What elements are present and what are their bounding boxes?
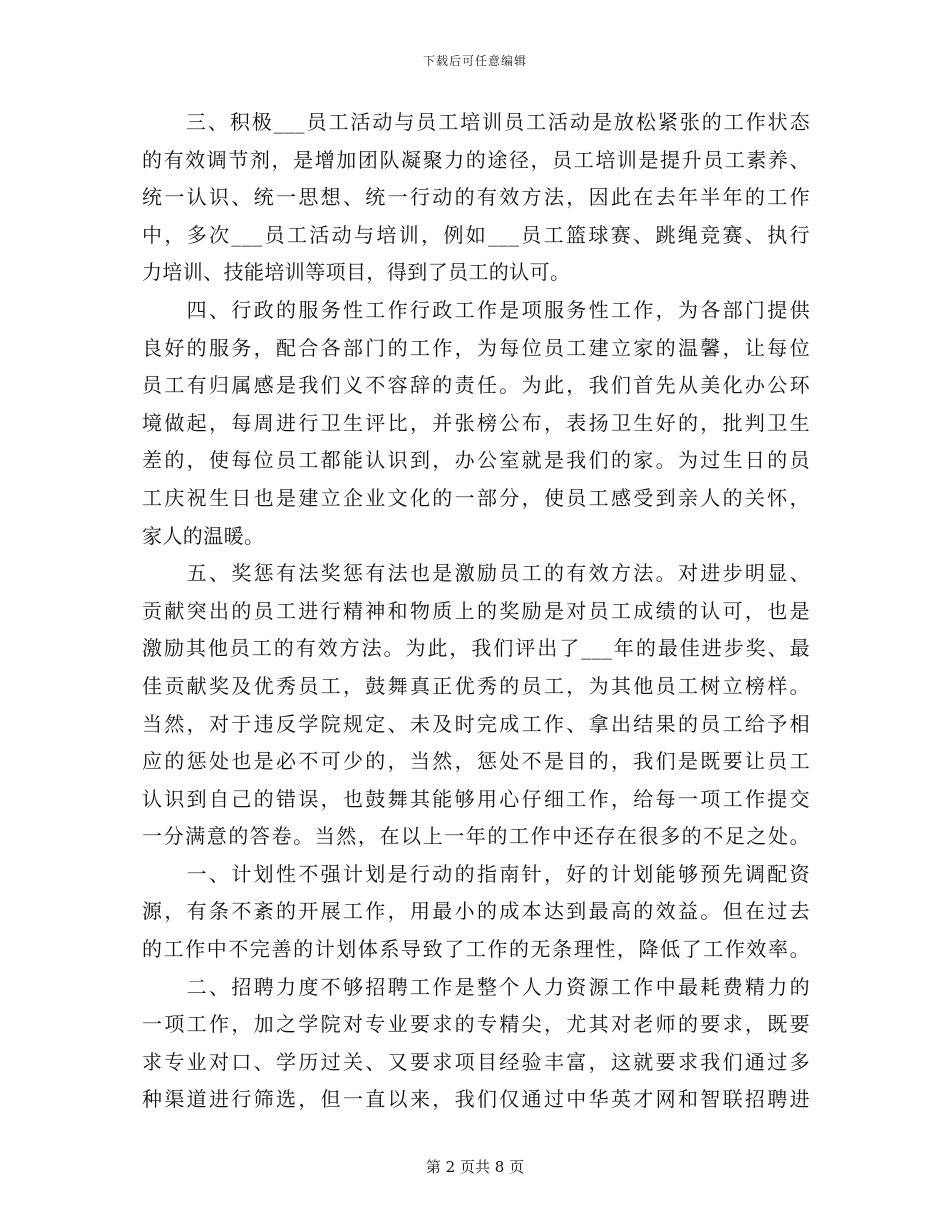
- text-line: 的有效调节剂，是增加团队凝聚力的途径，员工培训是提升员工素养、: [142, 147, 810, 172]
- text-line: 工庆祝生日也是建立企业文化的一部分，使员工感受到亲人的关怀，: [142, 485, 810, 510]
- text-line: 认识到自己的错误，也鼓舞其能够用心仔细工作，给每一项工作提交: [142, 786, 810, 811]
- text-line: 激励其他员工的有效方法。为此，我们评出了___年的最佳进步奖、最: [142, 636, 810, 661]
- text-line: 二、招聘力度不够招聘工作是整个人力资源工作中最耗费精力的: [142, 974, 810, 999]
- text-line: 求专业对口、学历过关、又要求项目经验丰富，这就要求我们通过多: [142, 1049, 810, 1074]
- text-line: 家人的温暖。: [142, 523, 265, 548]
- text-line: 良好的服务，配合各部门的工作，为每位员工建立家的温馨，让每位: [142, 335, 810, 360]
- text-line: 当然，对于违反学院规定、未及时完成工作、拿出结果的员工给予相: [142, 711, 810, 736]
- text-line: 种渠道进行筛选，但一直以来，我们仅通过中华英才网和智联招聘进: [142, 1087, 810, 1112]
- text-line: 差的，使每位员工都能认识到，办公室就是我们的家。为过生日的员: [142, 448, 810, 473]
- text-line: 的工作中不完善的计划体系导致了工作的无条理性，降低了工作效率。: [142, 937, 810, 962]
- text-line: 五、奖惩有法奖惩有法也是激励员工的有效方法。对进步明显、: [142, 561, 810, 586]
- text-line: 源，有条不紊的开展工作，用最小的成本达到最高的效益。但在过去: [142, 899, 810, 924]
- text-line: 三、积极___员工活动与员工培训员工活动是放松紧张的工作状态: [142, 110, 810, 134]
- text-line: 员工有归属感是我们义不容辞的责任。为此，我们首先从美化办公环: [142, 373, 810, 398]
- text-line: 应的惩处也是必不可少的，当然，惩处不是目的，我们是既要让员工: [142, 749, 810, 774]
- page-header: 下载后可任意编辑: [422, 54, 527, 68]
- text-line: 统一认识、统一思想、统一行动的有效方法，因此在去年半年的工作: [142, 185, 810, 210]
- text-line: 一分满意的答卷。当然，在以上一年的工作中还存在很多的不足之处。: [142, 824, 810, 849]
- text-line: 一项工作，加之学院对专业要求的专精尖，尤其对老师的要求，既要: [142, 1012, 810, 1037]
- text-line: 佳贡献奖及优秀员工，鼓舞真正优秀的员工，为其他员工树立榜样。: [142, 673, 810, 698]
- page-number: 第 2 页共 8 页: [425, 1158, 525, 1176]
- text-line: 一、计划性不强计划是行动的指南针，好的计划能够预先调配资: [142, 861, 810, 886]
- text-line: 四、行政的服务性工作行政工作是项服务性工作，为各部门提供: [142, 297, 810, 322]
- text-line: 力培训、技能培训等项目，得到了员工的认可。: [142, 260, 571, 285]
- text-line: 中，多次___员工活动与培训，例如___员工篮球赛、跳绳竞赛、执行: [142, 222, 810, 247]
- text-line: 贡献突出的员工进行精神和物质上的奖励是对员工成绩的认可，也是: [142, 598, 810, 623]
- text-line: 境做起，每周进行卫生评比，并张榜公布，表扬卫生好的，批判卫生: [142, 410, 810, 435]
- document-body: [142, 104, 810, 1119]
